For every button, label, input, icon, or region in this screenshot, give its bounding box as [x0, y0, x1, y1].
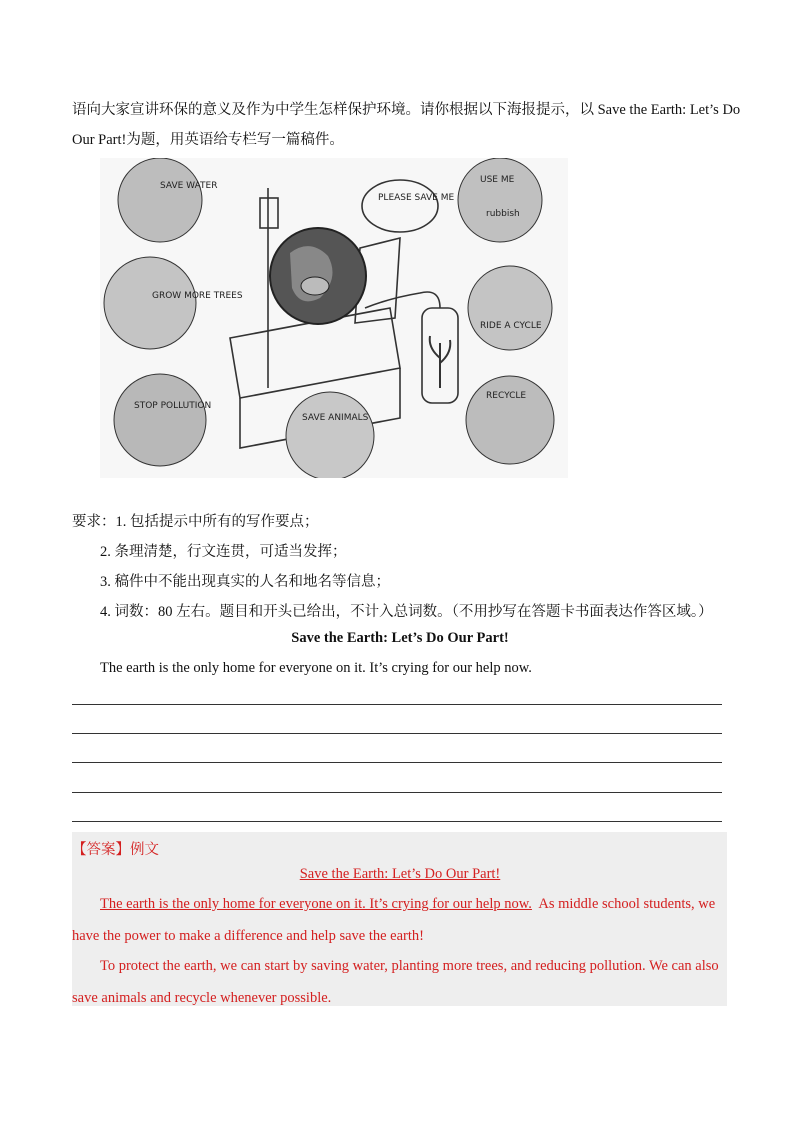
- answer-paragraph-2-line-2: save animals and recycle whenever possible.: [72, 990, 332, 1006]
- save-animals-circle: [286, 392, 374, 478]
- essay-opening: The earth is the only home for everyone on it. It’s crying for our help now.: [100, 660, 532, 676]
- requirement-item-3: 3. 稿件中不能出现真实的人名和地名等信息；: [100, 574, 390, 590]
- answer-label: 【答案】例文: [72, 842, 159, 858]
- ride-cycle-text: RIDE A CYCLE: [480, 321, 542, 331]
- requirement-item-4: 4. 词数：80 左右。题目和开头已给出，不计入总词数。（不用抄写在答题卡书面表达作答区域。）: [100, 604, 713, 620]
- rubbish-text: rubbish: [486, 209, 520, 219]
- answer-paragraph-1-line-2: have the power to make a difference and help save the earth!: [72, 928, 424, 944]
- answer-paragraph-1-line-1: [100, 896, 715, 913]
- environment-poster-image: [100, 158, 568, 478]
- use-me-circle: [458, 158, 542, 242]
- ride-cycle-circle: [468, 266, 552, 350]
- please-save-me-text: PLEASE SAVE ME: [378, 193, 455, 203]
- save-water-text: SAVE WATER: [160, 181, 218, 191]
- stop-pollution-text: STOP POLLUTION: [134, 401, 212, 411]
- answer-line: [72, 704, 722, 705]
- intro-line-2: Our Part!为题，用英语给专栏写一篇稿件。: [72, 132, 344, 148]
- essay-title: Save the Earth: Let’s Do Our Part!: [291, 630, 509, 646]
- answer-paragraph-1-rest: As middle school students, we: [531, 896, 716, 912]
- answer-box: [72, 832, 727, 1006]
- requirements-label-text: 要求：: [72, 514, 116, 530]
- recycle-text: RECYCLE: [486, 391, 527, 401]
- intro-line-1: 语向大家宣讲环保的意义及作为中学生怎样保护环境。请你根据以下海报提示，以 Save the Earth: Let’s Do: [72, 102, 741, 118]
- requirement-item-2: 2. 条理清楚，行文连贯，可适当发挥；: [100, 544, 347, 560]
- answer-line: [72, 733, 722, 734]
- answer-line: [72, 792, 722, 793]
- answer-paragraph-2-line-1: To protect the earth, we can start by saving water, planting more trees, and reducing pollution. We can also: [100, 958, 719, 974]
- answer-title: Save the Earth: Let’s Do Our Part!: [299, 866, 501, 882]
- grow-trees-text: GROW MORE TREES: [152, 291, 243, 301]
- answer-line: [72, 821, 722, 822]
- requirements-label: [72, 510, 319, 531]
- answer-opening-underlined: The earth is the only home for everyone on it. It’s crying for our help now.: [100, 896, 532, 912]
- answer-line: [72, 762, 722, 763]
- recycle-circle: [466, 376, 554, 464]
- save-animals-text: SAVE ANIMALS: [302, 413, 369, 423]
- use-me-text: USE ME: [480, 175, 515, 185]
- requirement-item-1: 1. 包括提示中所有的写作要点；: [115, 514, 319, 530]
- earth-patient-drawing: [270, 228, 366, 324]
